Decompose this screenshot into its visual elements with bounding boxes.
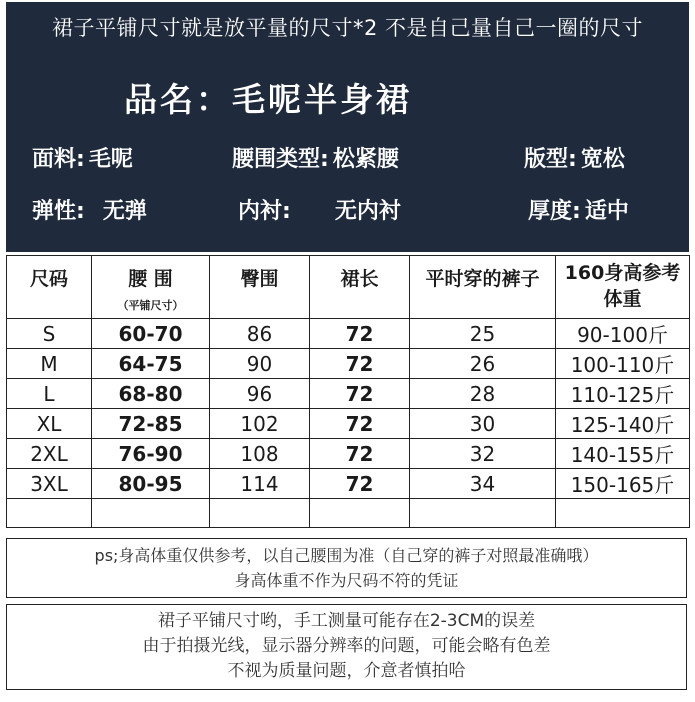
spec-lining [238,194,401,225]
header-waist-sub: （平铺尺寸） [117,299,184,312]
cell-weight: 140-155斤 [556,439,690,469]
cell-hip: 86 [210,319,310,349]
cell-waist: 64-75 [92,349,210,379]
spec-fabric [32,142,133,173]
cell-length: 72 [310,319,410,349]
cell-weight: 90-100斤 [556,319,690,349]
header-waist: 腰 围 （平铺尺寸） [92,256,210,319]
spec-waist-type-value: 松紧腰 [332,147,399,172]
spec-elasticity-label: 弹性: [32,199,85,224]
cell-pants: 34 [410,469,556,499]
measurement-note: 裙子平铺尺寸就是放平量的尺寸*2 不是自己量自己一圈的尺寸 [51,16,644,40]
spec-elasticity-value: 无弹 [102,199,147,224]
spec-thickness-value: 适中 [584,199,629,224]
spec-fit-label: 版型: [524,147,577,172]
cell-length: 72 [310,349,410,379]
cell-weight: 150-165斤 [556,469,690,499]
cell-size: XL [7,409,92,439]
cell-pants: 30 [410,409,556,439]
header-length: 裙长 [310,256,410,319]
spec-fit-value: 宽松 [580,147,625,172]
cell-pants: 25 [410,319,556,349]
cell-hip: 102 [210,409,310,439]
spec-elasticity [32,194,147,225]
cell-size: S [7,319,92,349]
header-pants-size: 平时穿的裤子 [410,256,556,319]
cell-hip: 114 [210,469,310,499]
product-info-header [6,2,689,252]
header-hip: 臀围 [210,256,310,319]
table-row [7,349,690,379]
table-row [7,409,690,439]
spec-lining-label: 内衬: [238,199,291,224]
spec-fabric-label: 面料: [32,147,85,172]
cell-size: 3XL [7,469,92,499]
disclaimer-note-line: 不视为质量问题，介意者慎拍哈 [227,661,466,681]
cell-waist: 60-70 [92,319,210,349]
spec-waist-type-label: 腰围类型: [232,147,329,172]
spec-waist-type [232,142,399,173]
disclaimer-note-line: 裙子平铺尺寸哟，手工测量可能存在2-3CM的误差 [157,611,536,631]
spec-fabric-value: 毛呢 [88,147,133,172]
reference-note-line: 身高体重不作为尺码不符的凭证 [234,571,459,590]
reference-note-box [6,538,687,598]
cell-weight: 125-140斤 [556,409,690,439]
spec-thickness [528,194,629,225]
size-table [6,255,690,528]
cell-length: 72 [310,409,410,439]
cell-length: 72 [310,439,410,469]
cell-waist: 68-80 [92,379,210,409]
spec-fit [524,142,625,173]
table-row [7,469,690,499]
header-size: 尺码 [7,256,92,319]
cell-size: 2XL [7,439,92,469]
cell-pants: 32 [410,439,556,469]
cell-waist: 76-90 [92,439,210,469]
cell-hip: 96 [210,379,310,409]
disclaimer-note-box [6,604,687,690]
size-table-header [7,256,690,319]
cell-hip: 108 [210,439,310,469]
cell-weight: 110-125斤 [556,379,690,409]
table-row [7,319,690,349]
cell-weight: 100-110斤 [556,349,690,379]
cell-length: 72 [310,379,410,409]
cell-pants: 28 [410,379,556,409]
cell-waist: 72-85 [92,409,210,439]
spec-thickness-label: 厚度: [528,199,581,224]
cell-size: L [7,379,92,409]
cell-size: M [7,349,92,379]
spec-lining-value: 无内衬 [334,199,401,224]
cell-hip: 90 [210,349,310,379]
table-row [7,379,690,409]
header-weight: 160身高参考体重 [556,256,690,319]
cell-length: 72 [310,469,410,499]
table-row [7,439,690,469]
product-name: 品名：毛呢半身裙 [124,80,412,119]
cell-pants: 26 [410,349,556,379]
reference-note-line: ps;身高体重仅供参考，以自己腰围为准（自己穿的裤子对照最准确哦） [94,546,599,565]
table-row-empty [7,499,690,528]
disclaimer-note-line: 由于拍摄光线，显示器分辨率的问题，可能会略有色差 [142,636,551,656]
cell-waist: 80-95 [92,469,210,499]
